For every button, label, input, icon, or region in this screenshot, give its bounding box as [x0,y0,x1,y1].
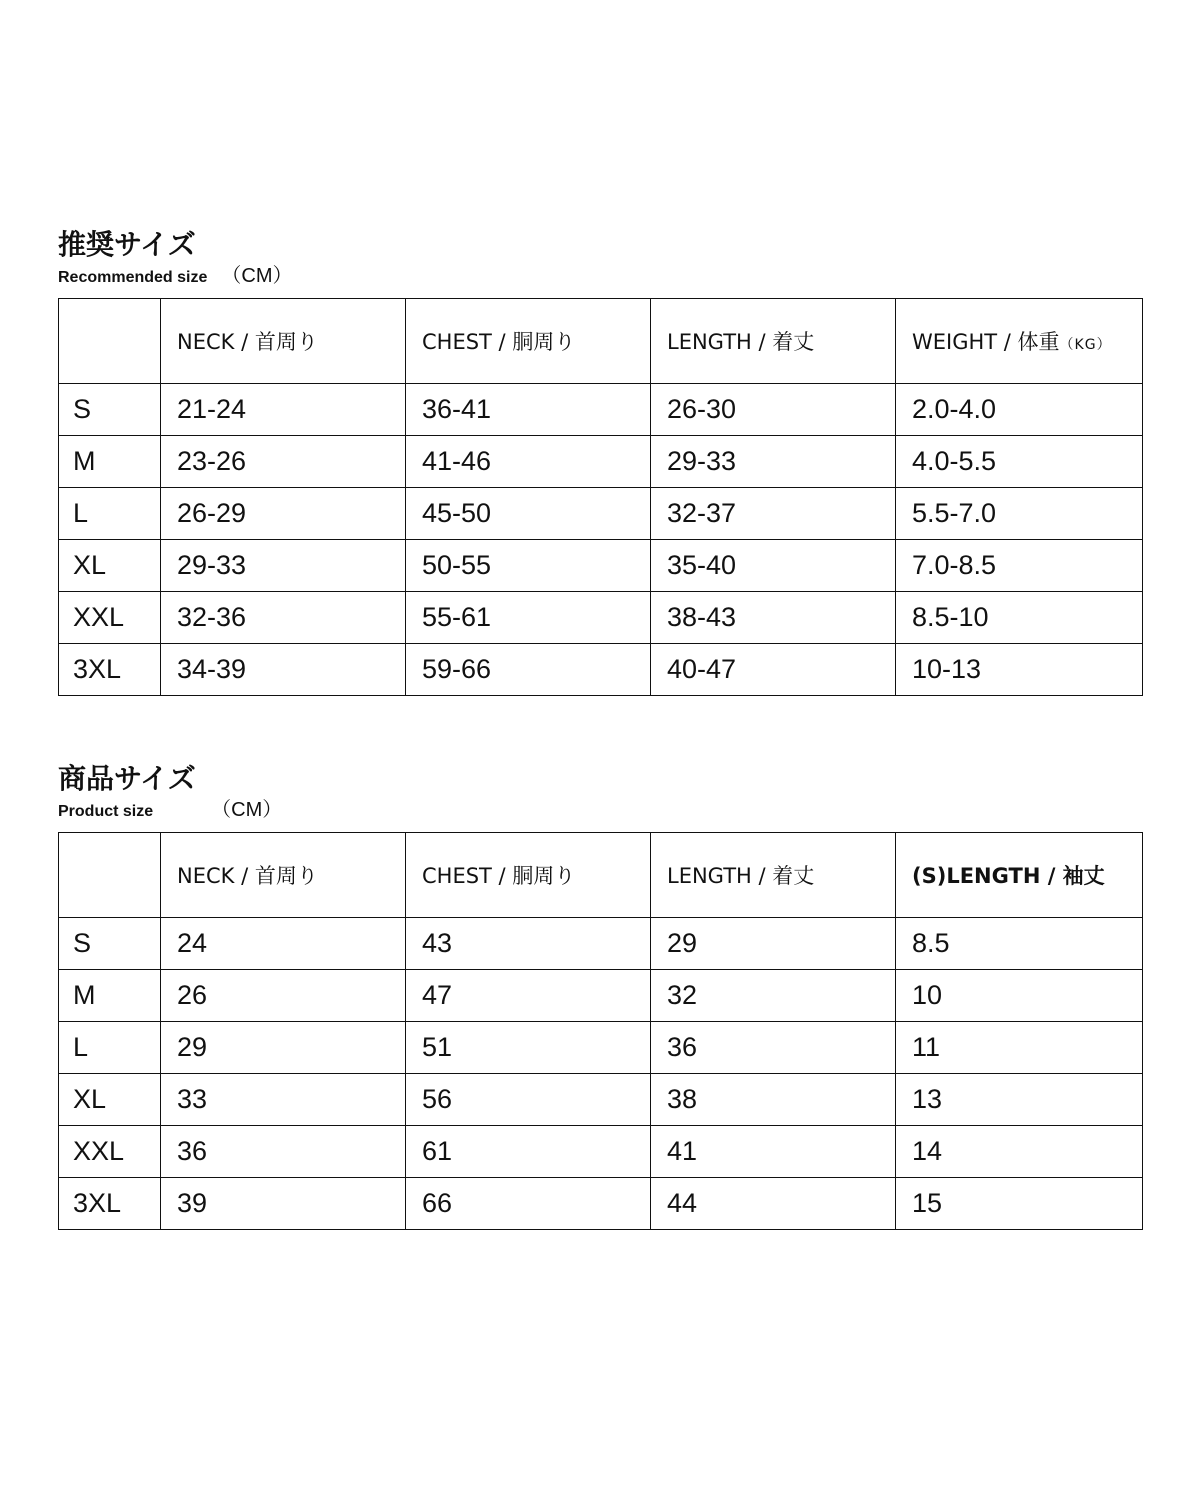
cell-size: XXL [59,592,161,644]
header-cell-length: LENGTH / 着丈 [651,833,896,918]
cell-chest: 51 [406,1022,651,1074]
header-cell-chest: CHEST / 胴周り [406,299,651,384]
recommended-size-unit: （CM） [221,265,293,287]
recommended-size-title: 推奨サイズ [58,228,196,261]
cell-neck: 34-39 [161,644,406,696]
table-row [59,384,1143,436]
table-row [59,488,1143,540]
header-cell-neck: NECK / 首周り [161,299,406,384]
cell-neck: 29-33 [161,540,406,592]
table-row [59,1074,1143,1126]
cell-chest: 61 [406,1126,651,1178]
cell-size: 3XL [59,644,161,696]
cell-chest: 43 [406,918,651,970]
cell-chest: 45-50 [406,488,651,540]
cell-size: L [59,1022,161,1074]
cell-sleeve-length: 13 [896,1074,1143,1126]
cell-length: 26-30 [651,384,896,436]
cell-length: 35-40 [651,540,896,592]
cell-chest: 59-66 [406,644,651,696]
cell-sleeve-length: 10 [896,970,1143,1022]
cell-chest: 41-46 [406,436,651,488]
header-cell-chest: CHEST / 胴周り [406,833,651,918]
header-weight-unit: （KG） [1059,337,1112,353]
cell-chest: 47 [406,970,651,1022]
cell-neck: 26 [161,970,406,1022]
cell-sleeve-length: 14 [896,1126,1143,1178]
cell-weight: 4.0-5.5 [896,436,1143,488]
header-cell-sleeve-length: (S)LENGTH / 袖丈 [896,833,1143,918]
cell-size: S [59,918,161,970]
table-row [59,436,1143,488]
cell-size: M [59,436,161,488]
table-row [59,592,1143,644]
cell-chest: 36-41 [406,384,651,436]
cell-length: 36 [651,1022,896,1074]
cell-chest: 56 [406,1074,651,1126]
cell-sleeve-length: 8.5 [896,918,1143,970]
cell-size: 3XL [59,1178,161,1230]
cell-size: XXL [59,1126,161,1178]
cell-neck: 36 [161,1126,406,1178]
header-cell-weight [896,299,1143,384]
product-size-title: 商品サイズ [58,762,196,795]
cell-sleeve-length: 15 [896,1178,1143,1230]
header-weight-label: WEIGHT / 体重 [912,330,1060,354]
cell-length: 41 [651,1126,896,1178]
table-row [59,1126,1143,1178]
table-row [59,644,1143,696]
cell-length: 29 [651,918,896,970]
cell-length: 32 [651,970,896,1022]
table-row [59,918,1143,970]
cell-weight: 10-13 [896,644,1143,696]
header-cell-size [59,833,161,918]
recommended-size-table [58,298,1143,696]
product-size-subtitle: Product size [58,803,154,820]
table-row [59,540,1143,592]
cell-neck: 24 [161,918,406,970]
table-row [59,1178,1143,1230]
table-header-row [59,833,1143,918]
recommended-size-subtitle-row [58,262,1142,290]
cell-weight: 7.0-8.5 [896,540,1143,592]
product-size-section [58,762,1142,1230]
cell-sleeve-length: 11 [896,1022,1143,1074]
table-header-row [59,299,1143,384]
cell-weight: 5.5-7.0 [896,488,1143,540]
header-cell-neck: NECK / 首周り [161,833,406,918]
cell-neck: 26-29 [161,488,406,540]
recommended-size-subtitle: Recommended size [58,269,208,286]
cell-neck: 39 [161,1178,406,1230]
cell-size: XL [59,540,161,592]
table-row [59,970,1143,1022]
cell-length: 38 [651,1074,896,1126]
header-cell-size [59,299,161,384]
cell-chest: 50-55 [406,540,651,592]
table-row [59,1022,1143,1074]
cell-weight: 8.5-10 [896,592,1143,644]
cell-length: 29-33 [651,436,896,488]
cell-length: 38-43 [651,592,896,644]
cell-length: 40-47 [651,644,896,696]
header-cell-length: LENGTH / 着丈 [651,299,896,384]
cell-size: S [59,384,161,436]
cell-length: 44 [651,1178,896,1230]
cell-neck: 21-24 [161,384,406,436]
cell-chest: 55-61 [406,592,651,644]
cell-neck: 33 [161,1074,406,1126]
cell-size: XL [59,1074,161,1126]
recommended-size-section [58,228,1142,696]
cell-size: M [59,970,161,1022]
cell-neck: 32-36 [161,592,406,644]
cell-weight: 2.0-4.0 [896,384,1143,436]
product-size-table [58,832,1143,1230]
cell-length: 32-37 [651,488,896,540]
cell-neck: 23-26 [161,436,406,488]
cell-neck: 29 [161,1022,406,1074]
product-size-unit: （CM） [211,799,283,821]
product-size-table-body [59,918,1143,1230]
cell-size: L [59,488,161,540]
cell-chest: 66 [406,1178,651,1230]
product-size-subtitle-row [58,796,1142,824]
recommended-size-table-body [59,384,1143,696]
